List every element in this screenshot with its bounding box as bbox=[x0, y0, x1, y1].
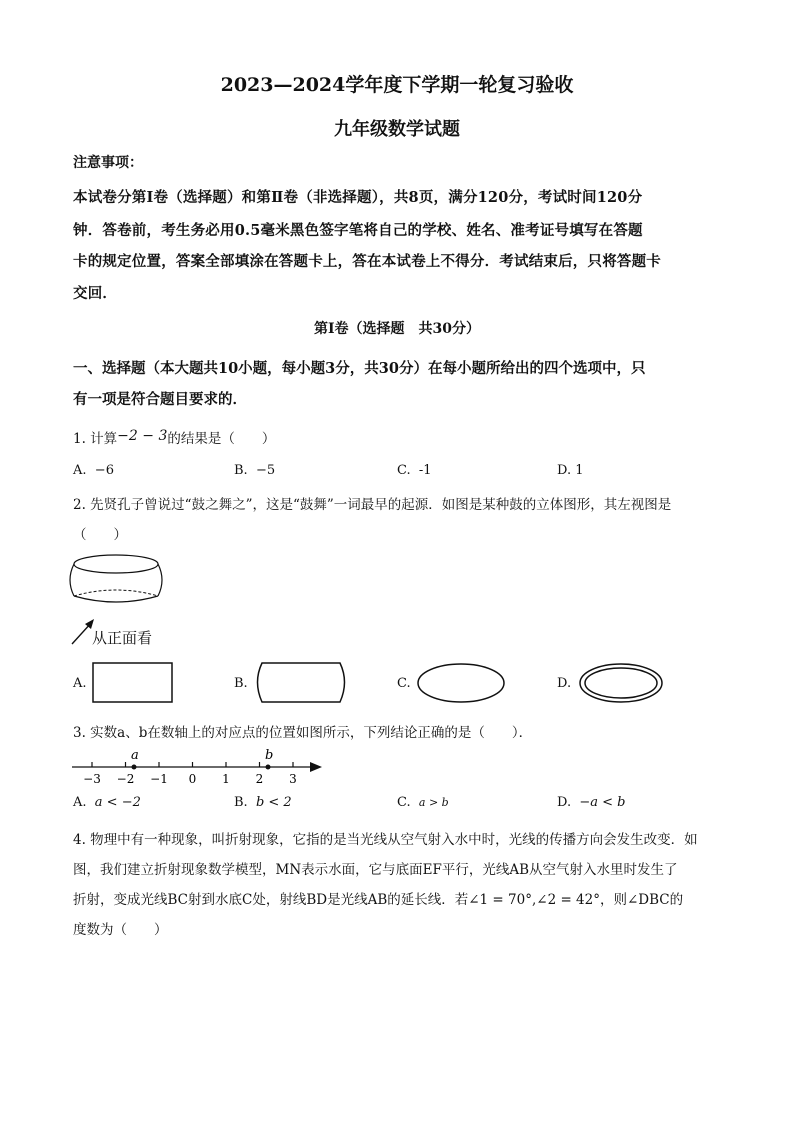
notes-line-3: 卡的规定位置，答案全部填涂在答题卡上，答在本试卷上不得分．考试结束后，只将答题卡 bbox=[73, 253, 661, 270]
q1-option-a[interactable]: A. −6 bbox=[73, 463, 114, 478]
q2-option-a-rectangle bbox=[92, 662, 174, 704]
question-4-line-2: 图，我们建立折射现象数学模型，MN表示水面，它与底面EF平行，光线AB从空气射入水里时发生了 bbox=[73, 862, 678, 878]
question-4-line-1: 4. 物理中有一种现象，叫折射现象，它指的是当光线从空气射入水中时，光线的传播方向会发生改变．如 bbox=[73, 832, 698, 848]
section-title: 第Ⅰ卷（选择题 共30分） bbox=[313, 321, 481, 337]
part-instructions-line-1: 一、选择题（本大题共10小题，每小题3分，共30分）在每小题所给出的四个选项中，只 bbox=[73, 360, 646, 377]
q1-suffix: 的结果是（ ） bbox=[167, 431, 276, 447]
q1-expression: −2 − 3 bbox=[117, 428, 168, 444]
q1-prefix: 1. 计算 bbox=[73, 431, 118, 447]
number-line-ticks bbox=[83, 762, 297, 785]
question-4-line-4: 度数为（ ） bbox=[73, 922, 168, 938]
tick-label: −3 bbox=[83, 772, 101, 785]
q3-option-c[interactable]: C. a > b bbox=[397, 795, 449, 810]
q1-option-b[interactable]: B. −5 bbox=[234, 463, 276, 478]
question-2-line-2: （ ） bbox=[73, 527, 127, 543]
q1-option-d[interactable]: D. 1 bbox=[557, 463, 584, 478]
q2-option-b-label[interactable]: B. bbox=[234, 676, 248, 691]
q2-option-c-label[interactable]: C. bbox=[397, 676, 411, 691]
question-4-line-3: 折射，变成光线BC射到水底C处，射线BD是光线AB的延长线．若∠1 = 70°,∠2 = 42°，则∠DBC的 bbox=[73, 892, 684, 908]
page-title: 2023—2024学年度下学期一轮复习验收 bbox=[220, 74, 574, 96]
q3-option-a[interactable]: A. a < −2 bbox=[73, 795, 141, 810]
view-direction-label: 从正面看 bbox=[92, 629, 153, 647]
page-subtitle: 九年级数学试题 bbox=[334, 119, 460, 140]
q2-option-d-label[interactable]: D. bbox=[557, 676, 572, 691]
question-3: 3. 实数a、b在数轴上的对应点的位置如图所示，下列结论正确的是（ ）． bbox=[73, 725, 533, 741]
part-instructions-line-2: 有一项是符合题目要求的． bbox=[73, 391, 247, 408]
tick-label: 2 bbox=[255, 772, 264, 785]
question-2-line-1: 2. 先贤孔子曾说过“鼓之舞之”，这是“鼓舞”一词最早的起源．如图是某种鼓的立体图形，其左视图是 bbox=[73, 497, 672, 513]
point-b-dot bbox=[266, 765, 271, 770]
tick-label: 0 bbox=[188, 772, 197, 785]
notes-heading: 注意事项： bbox=[73, 155, 143, 171]
q2-option-d-double-ellipse bbox=[578, 662, 664, 704]
number-line bbox=[70, 743, 330, 785]
q2-option-b-shape bbox=[252, 662, 350, 704]
tick-label: 3 bbox=[289, 772, 297, 785]
tick-label: −1 bbox=[150, 772, 168, 785]
notes-line-4: 交回． bbox=[73, 285, 118, 302]
point-a-dot bbox=[132, 765, 137, 770]
tick-label: 1 bbox=[222, 772, 230, 785]
q2-option-a-label[interactable]: A. bbox=[73, 676, 87, 691]
q2-option-c-ellipse bbox=[416, 662, 506, 704]
axis-arrow bbox=[310, 762, 322, 772]
tick-label: −2 bbox=[116, 772, 135, 785]
q1-option-c[interactable]: C. -1 bbox=[397, 463, 432, 478]
q3-option-b[interactable]: B. b < 2 bbox=[234, 795, 292, 810]
point-a-label: a bbox=[131, 748, 139, 763]
q3-option-d[interactable]: D. −a < b bbox=[557, 795, 626, 810]
question-1 bbox=[73, 427, 275, 447]
point-b-label: b bbox=[265, 748, 274, 763]
notes-line-1: 本试卷分第Ⅰ卷（选择题）和第Ⅱ卷（非选择题），共8页，满分120分，考试时间120分 bbox=[73, 189, 643, 206]
notes-line-2: 钟．答卷前，考生务必用0.5毫米黑色签字笔将自己的学校、姓名、准考证号填写在答题 bbox=[73, 222, 643, 239]
